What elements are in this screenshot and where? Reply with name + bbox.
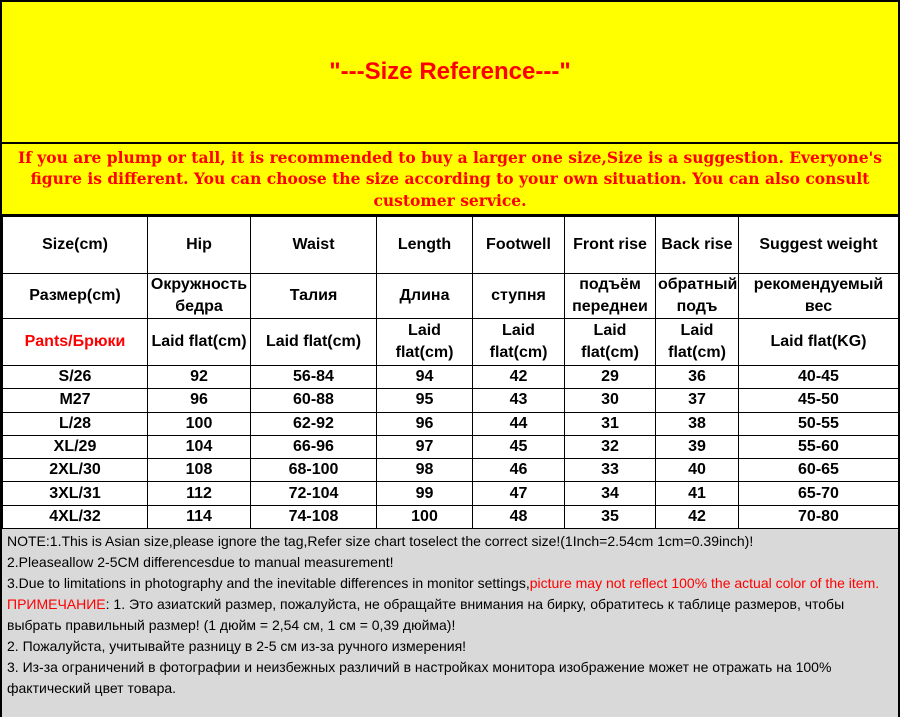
note-text: : 1. Это азиатский размер, пожалуйста, не обращайте внимания на бирку, обратитесь к таблице размеров, чтобы выбрать правильный размер! (1 дюйм = 2,54 см, 1 см = 0,39 дюйма)! [7, 596, 845, 633]
value-cell: 100 [377, 505, 473, 528]
unit-cell: Laid flat(KG) [739, 319, 899, 366]
header-cell: Длина [377, 274, 473, 319]
unit-cell: Laid flat(cm) [473, 319, 565, 366]
note-line: 2.Pleaseallow 2-5CM differencesdue to manual measurement! [7, 554, 394, 570]
header-cell: Hip [148, 217, 251, 274]
header-cell: Size(cm) [3, 217, 148, 274]
table-row [3, 505, 899, 528]
units-row [3, 319, 899, 366]
table-row [3, 435, 899, 458]
notice-band [2, 144, 898, 216]
value-cell: 95 [377, 389, 473, 412]
header-cell: Length [377, 217, 473, 274]
note-line: 3. Из-за ограничений в фотографии и неизбежных различий в настройках монитора изображение может не отражать на 100% фактический цвет товара. [7, 659, 832, 696]
title-band [2, 2, 898, 144]
table-row [3, 482, 899, 505]
value-cell: 99 [377, 482, 473, 505]
value-cell: 31 [565, 412, 656, 435]
note-line: 2. Пожалуйста, учитывайте разницу в 2-5 см из-за ручного измерения! [7, 638, 467, 654]
size-cell: XL/29 [3, 435, 148, 458]
unit-cell: Laid flat(cm) [656, 319, 739, 366]
size-cell: 3XL/31 [3, 482, 148, 505]
note-highlight: picture may not reflect 100% the actual color of the item. [529, 575, 880, 591]
value-cell: 92 [148, 366, 251, 389]
note-label-ru: ПРИМЕЧАНИЕ [7, 596, 106, 612]
value-cell: 108 [148, 459, 251, 482]
note-line [7, 594, 894, 636]
size-table [2, 216, 899, 529]
value-cell: 29 [565, 366, 656, 389]
value-cell: 34 [565, 482, 656, 505]
value-cell: 60-65 [739, 459, 899, 482]
value-cell: 62-92 [251, 412, 377, 435]
value-cell: 38 [656, 412, 739, 435]
value-cell: 40 [656, 459, 739, 482]
value-cell: 96 [377, 412, 473, 435]
header-cell: Талия [251, 274, 377, 319]
value-cell: 36 [656, 366, 739, 389]
value-cell: 72-104 [251, 482, 377, 505]
unit-cell: Laid flat(cm) [148, 319, 251, 366]
header-cell: Footwell [473, 217, 565, 274]
value-cell: 112 [148, 482, 251, 505]
table-row [3, 389, 899, 412]
value-cell: 39 [656, 435, 739, 458]
notes-panel [2, 529, 898, 717]
header-cell: Suggest weight [739, 217, 899, 274]
header-row-en [3, 217, 899, 274]
header-cell: Окружность бедра [148, 274, 251, 319]
value-cell: 46 [473, 459, 565, 482]
value-cell: 48 [473, 505, 565, 528]
value-cell: 41 [656, 482, 739, 505]
header-cell: Размер(cm) [3, 274, 148, 319]
table-row [3, 366, 899, 389]
value-cell: 40-45 [739, 366, 899, 389]
header-row-ru [3, 274, 899, 319]
note-text: 3.Due to limitations in photography and the inevitable differences in monitor settings, [7, 575, 530, 591]
size-cell: S/26 [3, 366, 148, 389]
header-cell: рекомендуемый вес [739, 274, 899, 319]
value-cell: 96 [148, 389, 251, 412]
value-cell: 50-55 [739, 412, 899, 435]
value-cell: 97 [377, 435, 473, 458]
value-cell: 44 [473, 412, 565, 435]
notice-text: If you are plump or tall, it is recommended to buy a larger one size,Size is a suggestion. Everyone's figure is different. You can choose the size according to your own situation. You can also consult customer service. [17, 147, 883, 210]
unit-cell: Laid flat(cm) [251, 319, 377, 366]
value-cell: 104 [148, 435, 251, 458]
value-cell: 37 [656, 389, 739, 412]
size-cell: M27 [3, 389, 148, 412]
header-cell: Back rise [656, 217, 739, 274]
note-line [7, 573, 894, 594]
value-cell: 55-60 [739, 435, 899, 458]
size-cell: L/28 [3, 412, 148, 435]
header-cell: обратный подъ [656, 274, 739, 319]
value-cell: 35 [565, 505, 656, 528]
note-line: NOTE:1.This is Asian size,please ignore the tag,Refer size chart toselect the correct size!(1Inch=2.54cm 1cm=0.39inch)! [7, 533, 754, 549]
table-row [3, 412, 899, 435]
header-cell: подъём переднеи [565, 274, 656, 319]
value-cell: 114 [148, 505, 251, 528]
value-cell: 56-84 [251, 366, 377, 389]
value-cell: 33 [565, 459, 656, 482]
value-cell: 30 [565, 389, 656, 412]
category-label: Pants/Брюки [3, 319, 148, 366]
value-cell: 43 [473, 389, 565, 412]
value-cell: 98 [377, 459, 473, 482]
page-title: "---Size Reference---" [329, 58, 571, 85]
value-cell: 68-100 [251, 459, 377, 482]
value-cell: 66-96 [251, 435, 377, 458]
value-cell: 45 [473, 435, 565, 458]
unit-cell: Laid flat(cm) [377, 319, 473, 366]
header-cell: ступня [473, 274, 565, 319]
value-cell: 65-70 [739, 482, 899, 505]
value-cell: 42 [473, 366, 565, 389]
value-cell: 45-50 [739, 389, 899, 412]
value-cell: 94 [377, 366, 473, 389]
value-cell: 70-80 [739, 505, 899, 528]
header-cell: Waist [251, 217, 377, 274]
table-row [3, 459, 899, 482]
size-cell: 4XL/32 [3, 505, 148, 528]
value-cell: 47 [473, 482, 565, 505]
value-cell: 60-88 [251, 389, 377, 412]
header-cell: Front rise [565, 217, 656, 274]
value-cell: 42 [656, 505, 739, 528]
unit-cell: Laid flat(cm) [565, 319, 656, 366]
size-cell: 2XL/30 [3, 459, 148, 482]
value-cell: 32 [565, 435, 656, 458]
value-cell: 100 [148, 412, 251, 435]
value-cell: 74-108 [251, 505, 377, 528]
